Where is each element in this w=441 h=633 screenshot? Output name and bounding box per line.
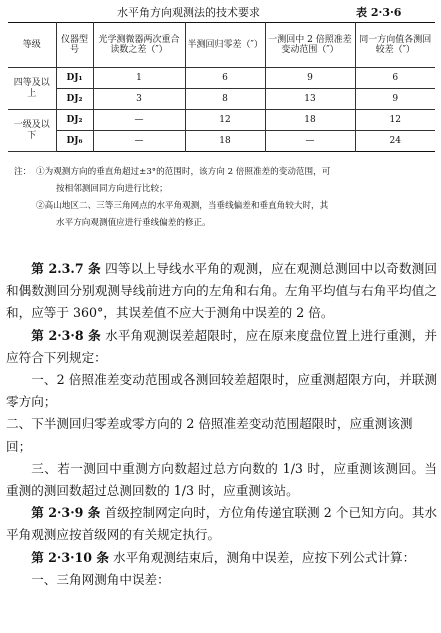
article-2-3-8-item-3: 三、若一测回中重测方向数超过总方向数的 1/3 时，应重测该测回。当重测的测回数超过总测回数的 1/3 时，应重测该站。	[6, 460, 437, 499]
direction-diff-cell: 24	[355, 131, 435, 152]
table-title: 水平角方向观测法的技术要求	[117, 6, 260, 19]
table-header-row	[8, 23, 435, 68]
half-round-cell: 12	[185, 110, 265, 131]
half-round-cell: 18	[185, 131, 265, 152]
note-2-continuation: 水平方向观测值应进行垂线偏差的修正。	[56, 218, 211, 228]
grade-cell: 四等及以 上	[8, 68, 56, 110]
article-2-3-10-item-1: 一、三角网测角中误差：	[31, 571, 170, 587]
header-instrument: 仪器型号	[56, 23, 93, 68]
article-body: 四等以上导线水平角的观测，应在观测总测回中以奇数测回和偶数测回分别观测导线前进方向的左角和右角。左角平均值与右角平均值之和，应等于 360°，其误差值不应大于测角中误差的 2 倍。	[6, 261, 438, 321]
header-half-round: 半测回归零差（″）	[185, 23, 265, 68]
article-2-3-8-item-2: 二、下半测回归零差或零方向的 2 倍照准差变动范围超限时，应重测该测回；	[6, 416, 413, 454]
micrometer-cell: —	[93, 110, 185, 131]
article-title: 第 2·3·8 条	[31, 327, 101, 343]
half-round-cell: 8	[185, 89, 265, 110]
direction-diff-cell: 9	[355, 89, 435, 110]
note-2	[14, 198, 434, 215]
body-text	[6, 258, 437, 591]
article-2-3-10	[6, 547, 437, 569]
article-2-3-8-item-1: 一、2 倍照准差变动范围或各测回较差超限时，应重测超限方向，并联测零方向；	[6, 372, 437, 410]
article-body: 水平角观测误差超限时，应在原来度盘位置上进行重测，并应符合下列规定：	[6, 327, 438, 365]
micrometer-cell: 3	[93, 89, 185, 110]
article-body: 首级控制网定向时，方位角传递宜联测 2 个已知方向。其水平角观测应按首级网的有关规定执行。	[6, 505, 437, 543]
article-2-3-7	[6, 258, 437, 325]
table-caption	[0, 4, 441, 18]
technical-requirements-table	[8, 22, 435, 152]
note-1-continuation: 按相邻测回同方向进行比较；	[56, 184, 168, 194]
article-title: 第 2.3.7 条	[31, 261, 101, 276]
table-row	[8, 68, 435, 89]
micrometer-cell: —	[93, 131, 185, 152]
2c-range-cell: 9	[265, 68, 355, 89]
direction-diff-cell: 6	[355, 68, 435, 89]
half-round-cell: 6	[185, 68, 265, 89]
direction-diff-cell: 12	[355, 110, 435, 131]
header-grade: 等级	[8, 23, 56, 68]
table-notes	[14, 164, 434, 232]
article-title: 第 2·3·9 条	[31, 505, 101, 521]
2c-range-cell: 13	[265, 89, 355, 110]
article-2-3-9	[6, 502, 437, 546]
micrometer-cell: 1	[93, 68, 185, 89]
note-1	[14, 164, 434, 181]
table-row	[8, 110, 435, 131]
2c-range-cell: —	[265, 131, 355, 152]
table-row	[8, 131, 435, 152]
article-2-3-8	[6, 325, 437, 369]
instrument-cell: DJ₂	[56, 89, 93, 110]
table-number: 表 2·3·6	[356, 6, 402, 19]
note-2-text: ②高山地区二、三等三角网点的水平角观测，当垂线偏差和垂直角较大时，其	[36, 201, 329, 211]
instrument-cell: DJ₂	[56, 110, 93, 131]
note-1-text: ①为观测方向的垂直角超过±3°的范围时，该方向 2 倍照准差的变动范围，可	[36, 167, 331, 177]
instrument-cell: DJ₁	[56, 68, 93, 89]
header-micrometer: 光学测微器两次重合读数之差（″）	[93, 23, 185, 68]
header-2c-range: 一测回中 2 倍照准差变动范围（″）	[265, 23, 355, 68]
header-direction-diff: 同一方向值各测回较差（″）	[355, 23, 435, 68]
notes-prefix: 注：	[14, 167, 32, 177]
article-body: 水平角观测结束后，测角中误差，应按下列公式计算：	[112, 549, 416, 565]
instrument-cell: DJ₆	[56, 131, 93, 152]
2c-range-cell: 18	[265, 110, 355, 131]
table-row	[8, 89, 435, 110]
article-title: 第 2·3·10 条	[31, 549, 109, 565]
grade-cell: 一级及以 下	[8, 110, 56, 152]
